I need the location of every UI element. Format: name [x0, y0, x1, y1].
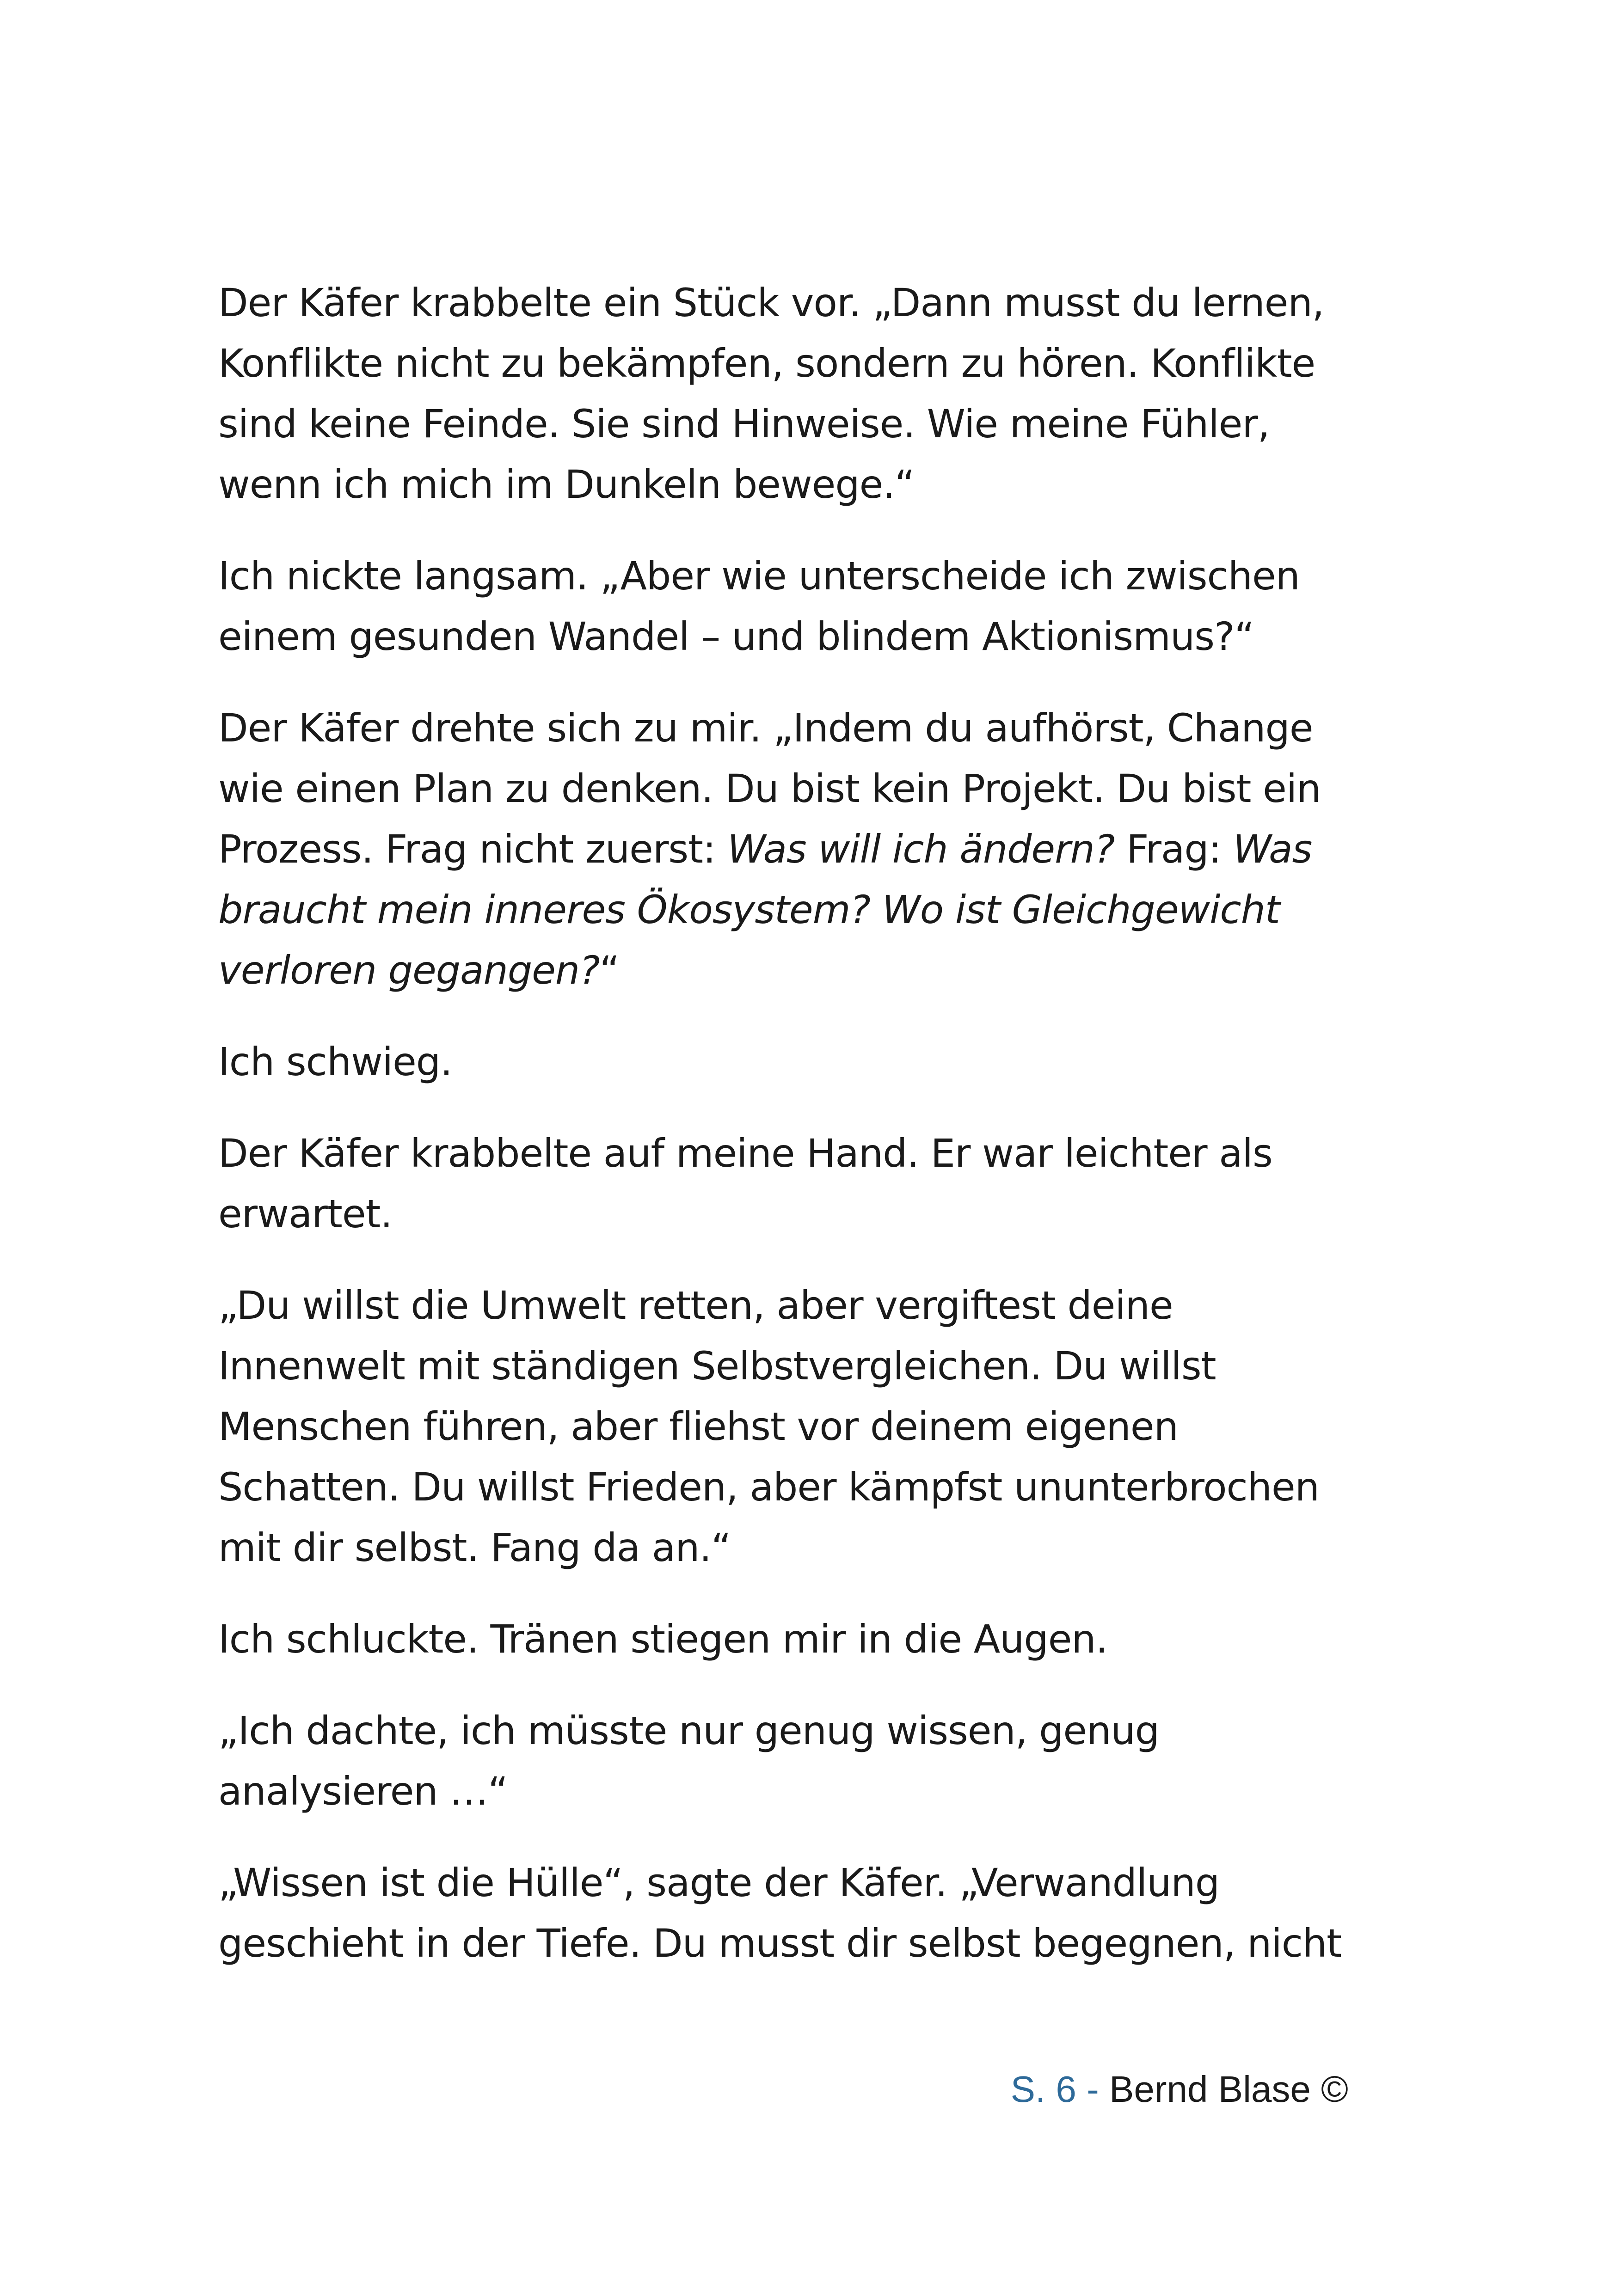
paragraph [218, 698, 1374, 1001]
text-run: „Du willst die Umwelt retten, aber vergiftest deine Innenwelt mit ständigen Selbstvergleichen. Du willst Menschen führen, aber fliehst vor deinem eigenen Schatten. Du willst Frieden, aber kämpfst ununterbrochen mit dir selbst. Fang da an.“ [218, 1283, 1319, 1570]
paragraph [218, 273, 1374, 515]
text-run: Der Käfer drehte sich zu mir. „Indem du aufhörst, Change wie einen Plan zu denken. Du bist kein Projekt. Du bist ein Prozess. Frag nicht zuerst: [218, 705, 1321, 872]
paragraph [218, 1123, 1374, 1244]
text-run: Der Käfer krabbelte auf meine Hand. Er war leichter als erwartet. [218, 1131, 1272, 1237]
paragraph [218, 546, 1374, 667]
text-run: „Wissen ist die Hülle“, sagte der Käfer. „Verwandlung geschieht in der Tiefe. Du musst dir selbst begegnen, nicht [218, 1860, 1342, 1966]
body-text [218, 273, 1374, 2005]
paragraph [218, 1609, 1374, 1670]
page-number: S. 6 - [1010, 2069, 1099, 2110]
text-run: Der Käfer krabbelte ein Stück vor. „Dann musst du lernen, Konflikte nicht zu bekämpfen, sondern zu hören. Konflikte sind keine Feinde. Sie sind Hinweise. Wie meine Fühler, wenn ich mich im Dunkeln bewege.“ [218, 280, 1324, 507]
paragraph [218, 1701, 1374, 1822]
italic-text: Was will ich ändern? [727, 827, 1115, 872]
text-run: Ich schluckte. Tränen stiegen mir in die Augen. [218, 1616, 1108, 1662]
text-run: “ [599, 948, 620, 993]
paragraph [218, 1032, 1374, 1092]
author-credit: Bernd Blase © [1109, 2069, 1348, 2110]
italic-text: Was braucht mein inneres Ökosystem? Wo ist Gleichgewicht verloren gegangen? [218, 827, 1312, 993]
text-run: „Ich dachte, ich müsste nur genug wissen, genug analysieren …“ [218, 1708, 1159, 1814]
text-run: Ich schwieg. [218, 1039, 452, 1084]
text-run: Frag: [1114, 827, 1233, 872]
text-run: Ich nickte langsam. „Aber wie unterscheide ich zwischen einem gesunden Wandel – und blindem Aktionismus?“ [218, 553, 1300, 659]
paragraph [218, 1275, 1374, 1578]
page-footer [1011, 2066, 1348, 2112]
paragraph [218, 1853, 1374, 1974]
